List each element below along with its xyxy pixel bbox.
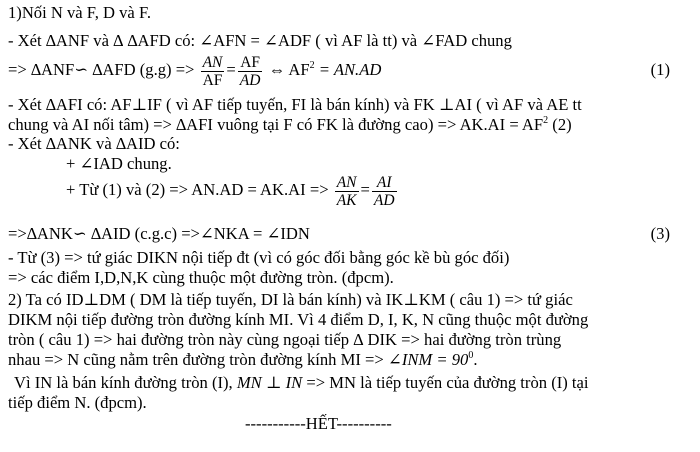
equivalence-text: ⇔ AF (268, 60, 310, 79)
frac-den: AF (202, 71, 223, 89)
line-13: DIKM nội tiếp đường tròn đường kính MI. Vì 4 điểm D, I, K, N cũng thuộc một đường (8, 310, 589, 329)
line-11: => các điểm I,D,N,K cùng thuộc một đường tròn. (đpcm). (8, 268, 394, 287)
line-4: - Xét ∆AFI có: AF⊥IF ( vì AF tiếp tuyến, FI là bán kính) và FK ⊥AI ( vì AF và AE tt (8, 95, 582, 114)
end-marker: -----------HẾT---------- (245, 414, 392, 433)
line-7: + ∠IAD chung. (66, 154, 172, 173)
frac-num: AN (336, 173, 357, 191)
frac-den: AK (336, 191, 357, 209)
exponent: 2 (309, 60, 315, 71)
line-8-text: + Từ (1) và (2) => AN.AD = AK.AI => (66, 180, 329, 199)
exponent: 2 (543, 115, 549, 126)
line-16-rest: => MN là tiếp tuyến của đường tròn (I) tại (306, 373, 589, 392)
fraction-ai-ad (372, 174, 397, 209)
degree-exponent: 0 (468, 350, 474, 361)
line-16-text: Vì IN là bán kính đường tròn (I), (14, 373, 233, 392)
line-9: =>∆ANK∽ ∆AID (c.g.c) =>∠NKA = ∠IDN (8, 224, 310, 243)
fraction-af-ad (238, 54, 263, 89)
period: . (473, 350, 478, 369)
line-1: 1)Nối N và F, D và F. (8, 3, 151, 22)
line-15 (8, 350, 478, 370)
frac-num: AI (372, 174, 397, 192)
line-16 (14, 373, 589, 393)
line-3-text: => ∆ANF∽ ∆AFD (g.g) => (8, 60, 195, 79)
line-3: => ∆ANF∽ ∆AFD (g.g) => $\frac{AN}{AF}$ = $\frac{AF}{AD}$ ⇔ $AF^2 = AN.AD$ (8, 53, 382, 89)
line-8: + Từ (1) và (2) => AN.AD = AK.AI => $\frac{AN}{AK}$ = $\frac{AI}{AD}$ (66, 173, 395, 209)
line-12: 2) Ta có ID⊥DM ( DM là tiếp tuyến, DI là bán kính) và IK⊥KM ( câu 1) => tứ giác (8, 290, 573, 309)
frac-num: AN (201, 54, 225, 72)
frac-den: AD (373, 191, 395, 209)
perp-mn-in: MN ⊥ IN (236, 373, 303, 392)
angle-inm: ∠INM = 90 (387, 350, 469, 369)
equation-number-1: (1) (650, 60, 670, 79)
line-5-text: chung và AI nối tâm) => ∆AFI vuông tại F có FK là đường cao) => AK.AI = AF (8, 115, 544, 134)
line-10: - Từ (3) => tứ giác DIKN nội tiếp đt (vì có góc đối bằng góc kề bù góc đối) (8, 248, 510, 267)
line-17: tiếp điểm N. (đpcm). (8, 393, 147, 412)
line-15-text: nhau => N cũng nằm trên đường tròn đường kính MI => (8, 350, 384, 369)
frac-num: AF (238, 54, 263, 72)
frac-den: AD (239, 71, 261, 89)
line-6: - Xét ∆ANK và ∆AID có: (8, 134, 180, 153)
line-5 (8, 115, 572, 135)
fraction-an-af (201, 54, 225, 89)
equation-number-3: (3) (650, 224, 670, 243)
line-14: tròn ( câu 1) => hai đường tròn này cùng ngoại tiếp ∆ DIK => hai đường tròn trùng (8, 330, 562, 349)
line-2: - Xét ∆ANF và ∆ ∆AFD có: ∠AFN = ∠ADF ( vì AF là tt) và ∠FAD chung (8, 31, 512, 50)
equation-number-2: (2) (552, 115, 572, 134)
fraction-an-ak (335, 174, 359, 209)
equation-rhs: = AN.AD (318, 60, 382, 79)
